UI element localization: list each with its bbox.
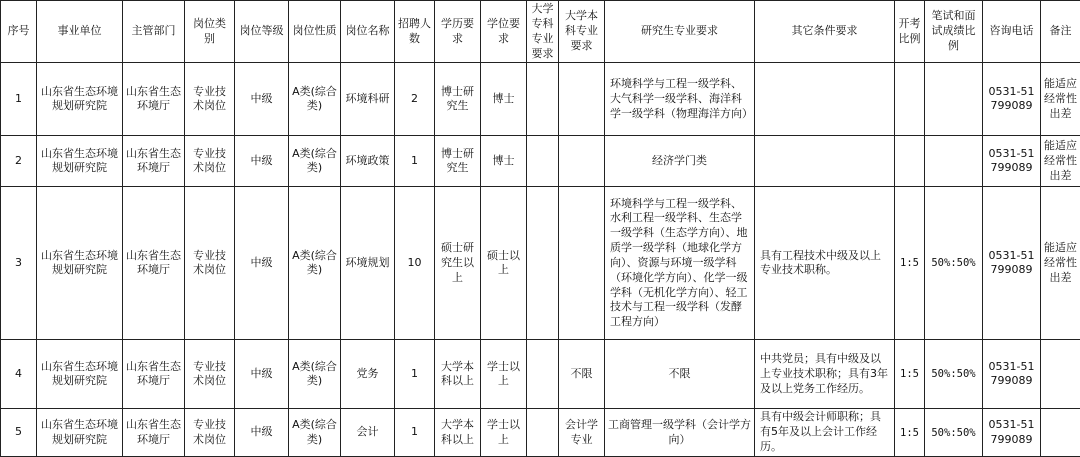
cell-score <box>925 63 983 136</box>
header-unit: 事业单位 <box>37 1 123 63</box>
cell-category: 专业技术岗位 <box>185 136 235 187</box>
cell-edu: 博士研究生 <box>435 63 481 136</box>
cell-no: 1 <box>1 63 37 136</box>
cell-ratio: 1:5 <box>895 187 925 340</box>
cell-college <box>527 409 559 457</box>
cell-unit: 山东省生态环境规划研究院 <box>37 340 123 409</box>
cell-nature: A类(综合类) <box>289 340 341 409</box>
cell-edu: 大学本科以上 <box>435 340 481 409</box>
cell-note <box>1041 340 1080 409</box>
cell-grad: 不限 <box>605 340 755 409</box>
cell-post: 党务 <box>341 340 395 409</box>
cell-undergrad <box>559 63 605 136</box>
cell-note <box>1041 409 1080 457</box>
cell-degree: 博士 <box>481 136 527 187</box>
cell-college <box>527 340 559 409</box>
cell-level: 中级 <box>235 136 289 187</box>
cell-count: 2 <box>395 63 435 136</box>
cell-category: 专业技术岗位 <box>185 187 235 340</box>
cell-no: 3 <box>1 187 37 340</box>
cell-ratio: 1:5 <box>895 340 925 409</box>
cell-dept: 山东省生态环境厅 <box>123 136 185 187</box>
cell-undergrad: 会计学专业 <box>559 409 605 457</box>
cell-unit: 山东省生态环境规划研究院 <box>37 409 123 457</box>
header-note: 备注 <box>1041 1 1080 63</box>
cell-score: 50%:50% <box>925 340 983 409</box>
cell-dept: 山东省生态环境厅 <box>123 187 185 340</box>
cell-degree: 硕士以上 <box>481 187 527 340</box>
cell-college <box>527 187 559 340</box>
cell-note: 能适应经常性出差 <box>1041 63 1080 136</box>
cell-count: 1 <box>395 340 435 409</box>
cell-grad: 经济学门类 <box>605 136 755 187</box>
cell-undergrad <box>559 136 605 187</box>
cell-degree: 学士以上 <box>481 409 527 457</box>
cell-phone: 0531-51799089 <box>983 187 1041 340</box>
cell-level: 中级 <box>235 187 289 340</box>
cell-other <box>755 136 895 187</box>
cell-other: 具有工程技术中级及以上专业技术职称。 <box>755 187 895 340</box>
header-dept: 主管部门 <box>123 1 185 63</box>
header-nature: 岗位性质 <box>289 1 341 63</box>
header-ratio: 开考比例 <box>895 1 925 63</box>
cell-level: 中级 <box>235 63 289 136</box>
cell-phone: 0531-51799089 <box>983 63 1041 136</box>
table-row <box>1 340 1080 409</box>
cell-level: 中级 <box>235 340 289 409</box>
cell-score <box>925 136 983 187</box>
cell-phone: 0531-51799089 <box>983 340 1041 409</box>
cell-count: 1 <box>395 136 435 187</box>
cell-score: 50%:50% <box>925 409 983 457</box>
cell-nature: A类(综合类) <box>289 187 341 340</box>
cell-post: 环境规划 <box>341 187 395 340</box>
cell-dept: 山东省生态环境厅 <box>123 340 185 409</box>
header-level: 岗位等级 <box>235 1 289 63</box>
cell-unit: 山东省生态环境规划研究院 <box>37 187 123 340</box>
cell-category: 专业技术岗位 <box>185 340 235 409</box>
header-no: 序号 <box>1 1 37 63</box>
cell-unit: 山东省生态环境规划研究院 <box>37 136 123 187</box>
cell-count: 10 <box>395 187 435 340</box>
header-score: 笔试和面试成绩比例 <box>925 1 983 63</box>
cell-college <box>527 63 559 136</box>
cell-other: 具有中级会计师职称；具有5年及以上会计工作经历。 <box>755 409 895 457</box>
cell-note: 能适应经常性出差 <box>1041 187 1080 340</box>
cell-note: 能适应经常性出差 <box>1041 136 1080 187</box>
table-row <box>1 409 1080 457</box>
cell-no: 4 <box>1 340 37 409</box>
cell-phone: 0531-51799089 <box>983 409 1041 457</box>
cell-grad: 环境科学与工程一级学科、水利工程一级学科、生态学一级学科（生态学方向）、地质学一级学科（地球化学方向）、资源与环境一级学科（环境化学方向）、化学一级学科（无机化学方向）、轻工技术与工程一级学科（发酵工程方向） <box>605 187 755 340</box>
cell-nature: A类(综合类) <box>289 136 341 187</box>
cell-college <box>527 136 559 187</box>
header-degree: 学位要求 <box>481 1 527 63</box>
cell-nature: A类(综合类) <box>289 63 341 136</box>
cell-no: 2 <box>1 136 37 187</box>
cell-ratio <box>895 63 925 136</box>
cell-ratio <box>895 136 925 187</box>
cell-other: 中共党员；具有中级及以上专业技术职称；具有3年及以上党务工作经历。 <box>755 340 895 409</box>
cell-phone: 0531-51799089 <box>983 136 1041 187</box>
table-row <box>1 63 1080 136</box>
cell-score: 50%:50% <box>925 187 983 340</box>
header-category: 岗位类别 <box>185 1 235 63</box>
cell-edu: 硕士研究生以上 <box>435 187 481 340</box>
header-count: 招聘人数 <box>395 1 435 63</box>
cell-post: 环境政策 <box>341 136 395 187</box>
cell-unit: 山东省生态环境规划研究院 <box>37 63 123 136</box>
cell-category: 专业技术岗位 <box>185 409 235 457</box>
cell-edu: 大学本科以上 <box>435 409 481 457</box>
cell-post: 会计 <box>341 409 395 457</box>
cell-edu: 博士研究生 <box>435 136 481 187</box>
cell-nature: A类(综合类) <box>289 409 341 457</box>
cell-other <box>755 63 895 136</box>
cell-undergrad <box>559 187 605 340</box>
cell-count: 1 <box>395 409 435 457</box>
cell-grad: 环境科学与工程一级学科、大气科学一级学科、海洋科学一级学科（物理海洋方向） <box>605 63 755 136</box>
header-row <box>1 1 1080 63</box>
header-edu: 学历要求 <box>435 1 481 63</box>
table-row <box>1 136 1080 187</box>
cell-degree: 学士以上 <box>481 340 527 409</box>
cell-no: 5 <box>1 409 37 457</box>
cell-dept: 山东省生态环境厅 <box>123 409 185 457</box>
header-other: 其它条件要求 <box>755 1 895 63</box>
cell-undergrad: 不限 <box>559 340 605 409</box>
cell-ratio: 1:5 <box>895 409 925 457</box>
cell-level: 中级 <box>235 409 289 457</box>
cell-grad: 工商管理一级学科（会计学方向） <box>605 409 755 457</box>
cell-post: 环境科研 <box>341 63 395 136</box>
header-post: 岗位名称 <box>341 1 395 63</box>
cell-dept: 山东省生态环境厅 <box>123 63 185 136</box>
header-phone: 咨询电话 <box>983 1 1041 63</box>
header-undergrad: 大学本科专业要求 <box>559 1 605 63</box>
cell-category: 专业技术岗位 <box>185 63 235 136</box>
table-row <box>1 187 1080 340</box>
header-grad: 研究生专业要求 <box>605 1 755 63</box>
header-college: 大学专科专业要求 <box>527 1 559 63</box>
cell-degree: 博士 <box>481 63 527 136</box>
